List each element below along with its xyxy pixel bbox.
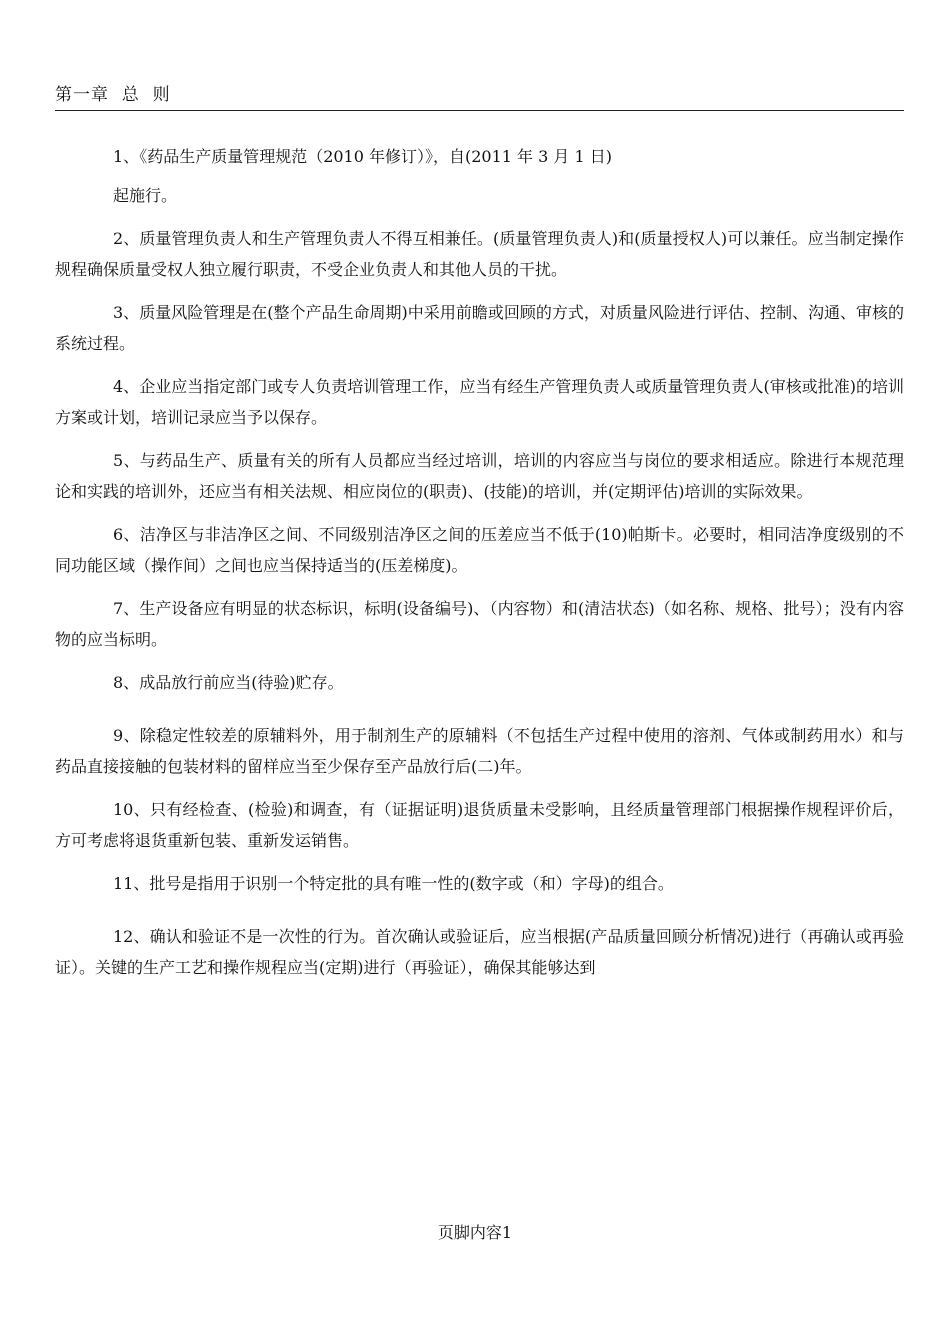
list-item (55, 297, 904, 359)
item-text: 企业应当指定部门或专人负责培训管理工作，应当有经生产管理负责人或质量管理负责人(审核或批准)的培训方案或计划，培训记录应当予以保存。 (55, 377, 904, 427)
document-body (55, 141, 904, 983)
list-item (55, 667, 904, 698)
item-text: 成品放行前应当(待验)贮存。 (139, 673, 344, 692)
list-item (55, 371, 904, 433)
item-number: 6、 (113, 525, 140, 544)
list-item (55, 794, 904, 856)
item-continuation: 起施行。 (113, 186, 178, 205)
item-text: 批号是指用于识别一个特定批的具有唯一性的(数字或（和）字母)的组合。 (149, 874, 674, 893)
item-number: 5、 (113, 451, 140, 470)
item-text: 确认和验证不是一次性的行为。首次确认或验证后，应当根据(产品质量回顾分析情况)进行（再确认或再验证）。关键的生产工艺和操作规程应当(定期)进行（再验证），确保其能够达到 (55, 927, 904, 977)
list-item (55, 720, 904, 782)
list-item (55, 519, 904, 581)
item-text: 质量风险管理是在(整个产品生命周期)中采用前瞻或回顾的方式，对质量风险进行评估、控制、沟通、审核的系统过程。 (55, 303, 904, 353)
item-number: 11、 (113, 874, 150, 893)
item-text: 与药品生产、质量有关的所有人员都应当经过培训，培训的内容应当与岗位的要求相适应。除进行本规范理论和实践的培训外，还应当有相关法规、相应岗位的(职责)、(技能)的培训，并(定期评估)培训的实际效果。 (55, 451, 904, 501)
item-number: 3、 (113, 303, 140, 322)
list-item (55, 593, 904, 655)
list-item (55, 921, 904, 983)
list-item (55, 868, 904, 899)
chapter-title: 第一章 总 则 (55, 85, 171, 105)
item-number: 12、 (113, 927, 150, 946)
item-text: 洁净区与非洁净区之间、不同级别洁净区之间的压差应当不低于(10)帕斯卡。必要时，相同洁净度级别的不同功能区域（操作间）之间也应当保持适当的(压差梯度)。 (55, 525, 904, 575)
list-item (55, 445, 904, 507)
page-footer: 页脚内容1 (437, 1223, 513, 1242)
item-number: 10、 (113, 800, 151, 819)
item-number: 4、 (113, 377, 140, 396)
page-header (55, 84, 904, 111)
list-item (55, 141, 904, 172)
item-text: 除稳定性较差的原辅料外，用于制剂生产的原辅料（不包括生产过程中使用的溶剂、气体或制药用水）和与药品直接接触的包装材料的留样应当至少保存至产品放行后(二)年。 (55, 726, 904, 776)
item-number: 7、 (113, 599, 140, 618)
item-text: 《药品生产质量管理规范（2010 年修订）》，自(2011 年 3 月 1 日) (139, 147, 612, 166)
item-number: 2、 (113, 229, 140, 248)
item-text: 只有经检查、(检验)和调查，有（证据证明)退货质量未受影响，且经质量管理部门根据操作规程评价后，方可考虑将退货重新包装、重新发运销售。 (55, 800, 904, 850)
item-number: 9、 (113, 726, 140, 745)
list-item (55, 223, 904, 285)
item-number: 1、 (113, 147, 140, 166)
item-text: 生产设备应有明显的状态标识，标明(设备编号)、（内容物）和(清洁状态)（如名称、规格、批号）；没有内容物的应当标明。 (55, 599, 904, 649)
item-text: 质量管理负责人和生产管理负责人不得互相兼任。(质量管理负责人)和(质量授权人)可以兼任。应当制定操作规程确保质量受权人独立履行职责，不受企业负责人和其他人员的干扰。 (55, 229, 904, 279)
item-number: 8、 (113, 673, 140, 692)
